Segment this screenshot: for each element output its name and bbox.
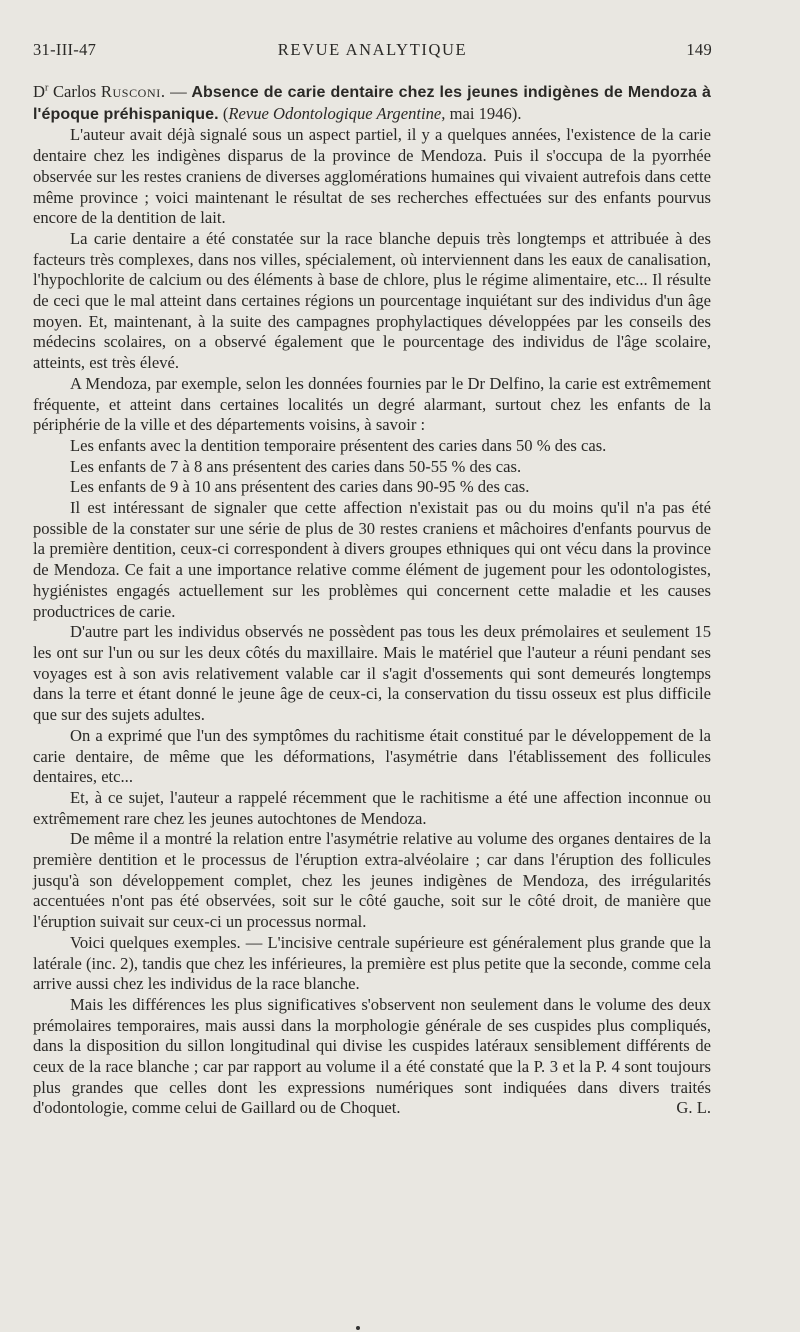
- paragraph: On a exprimé que l'un des symptômes du rachitisme était constitué par le développement de la carie dentaire, de même que les déformations, l'asymétrie dans l'établissement des follicules dentaires, etc...: [33, 725, 711, 787]
- source-date: mai 1946).: [445, 103, 522, 123]
- page-number: 149: [686, 40, 712, 59]
- running-title: REVUE ANALYTIQUE: [277, 40, 468, 59]
- source-open: (: [218, 103, 229, 123]
- paragraph: La carie dentaire a été constatée sur la race blanche depuis très longtemps et attribuée à des facteurs très complexes, dans nos villes, spécialement, où interviennent dans les eaux de canalisation, l'hypochlorite de calcium ou des éléments à base de chlore, plus le régime alimentaire, etc... Il résulte de ceci que le mal atteint dans certaines régions un pourcentage inquiétant sur des individus d'un âge moyen. Et, maintenant, à la suite des campagnes prophylactiques développées par les conseils des médecins scolaires, on a observé également que le pourcentage des individus de l'âge scolaire, atteints, est très élevé.: [33, 228, 711, 373]
- paragraph: Les enfants avec la dentition temporaire présentent des caries dans 50 % des cas.: [70, 435, 607, 455]
- author-last-name: Rusconi.: [100, 82, 166, 101]
- paragraph: Il est intéressant de signaler que cette affection n'existait pas ou du moins qu'il n'a pas été possible de la constater sur une série de plus de 30 restes craniens et mâchoires d'enfants pourvus de la première dentition, ceux-ci correspondent à divers groupes ethniques qui ont vécu dans la province de Mendoza. Ce fait a une importance relative comme élément de jugement pour les odontologistes, hygiénistes engagés actuellement sur les problèmes qui concernent cette maladie et les causes productrices de carie.: [33, 498, 711, 621]
- article-body: [33, 82, 711, 1119]
- bottom-mark: [356, 1326, 360, 1330]
- article-heading: [33, 82, 711, 125]
- paragraph: D'autre part les individus observés ne possèdent pas tous les deux prémolaires et seulement 15 les ont sur l'un ou sur les deux côtés du maxillaire. Mais le matériel que l'auteur a réuni pendant ses voyages est à son avis relativement valable car il s'agit d'ossements qui sont demeurés longtemps dans la terre et étant donné le jeune âge de ceux-ci, la conservation du tissu osseux est plus difficile que sur des sujets adultes.: [33, 622, 711, 725]
- paragraph: A Mendoza, par exemple, selon les données fournies par le Dr Delfino, la carie est extrêmement fréquente, et atteint dans certaines localités un degré alarmant, surtout chez les enfants de la périphérie de la ville et des départements voisins, à savoir :: [33, 373, 711, 435]
- issue-date: 31-III-47: [33, 40, 97, 59]
- signature: G. L.: [676, 1098, 711, 1118]
- paragraph: Les enfants de 7 à 8 ans présentent des caries dans 50-55 % des cas.: [70, 456, 522, 476]
- heading-dash: —: [165, 82, 192, 101]
- source-journal: Revue Odontologique Argentine,: [228, 103, 446, 123]
- paragraph-text: Mais les différences les plus significatives s'observent non seulement dans le volume des deux prémolaires temporaires, mais aussi dans la morphologie générale de ses cuspides plus compliqués, dans la disposition du sillon longitudinal qui divise les cuspides latéraux sensiblement différents de ceux de la race blanche ; car par rapport au volume il a été constaté que la P. 3 et la P. 4 sont toujours plus grandes que celles dont les expressions numériques sont indiquées dans divers traités d'odontologie, comme celui de Gaillard ou de Choquet.: [33, 994, 711, 1118]
- paragraph: De même il a montré la relation entre l'asymétrie relative au volume des organes dentaires de la première dentition et le processus de l'éruption extra-alvéolaire ; car dans l'éruption des follicules jusqu'à son développement complet, chez les jeunes indigènes de Mendoza, des irrégularités accentuées n'ont pas été observées, soit sur le côté gauche, soit sur le côté droit, de manière que l'éruption suivait sur ceux-ci un processus normal.: [33, 829, 711, 932]
- author-first-name: Carlos: [52, 82, 97, 101]
- paragraph: Les enfants de 9 à 10 ans présentent des caries dans 90-95 % des cas.: [70, 477, 530, 497]
- paragraph: Et, à ce sujet, l'auteur a rappelé récemment que le rachitisme a été une affection inconnue ou extrêmement rare chez les jeunes autochtones de Mendoza.: [33, 787, 711, 828]
- paragraph: L'auteur avait déjà signalé sous un aspect partiel, il y a quelques années, l'existence de la carie dentaire chez les indigènes disparus de la province de Mendoza. Puis il s'occupa de la pyorrhée observée sur les restes craniens de diverses agglomérations humaines qui vivaient autrefois dans cette même province ; voici maintenant le résultat de ses recherches effectuées sur des enfants pourvus encore de la dentition de lait.: [33, 125, 711, 228]
- article-title: Absence de carie dentaire chez les jeunes indigènes de Mendoza à l'époque préhispanique.: [33, 84, 711, 123]
- author-title: $D^r$: [33, 82, 49, 101]
- last-paragraph: [33, 995, 711, 1119]
- paragraph: Voici quelques exemples. — L'incisive centrale supérieure est généralement plus grande que la latérale (inc. 2), tandis que chez les inférieures, la première est plus petite que la seconde, comme cela arrive aussi chez les individus de la race blanche.: [33, 932, 711, 994]
- running-header: [33, 40, 712, 62]
